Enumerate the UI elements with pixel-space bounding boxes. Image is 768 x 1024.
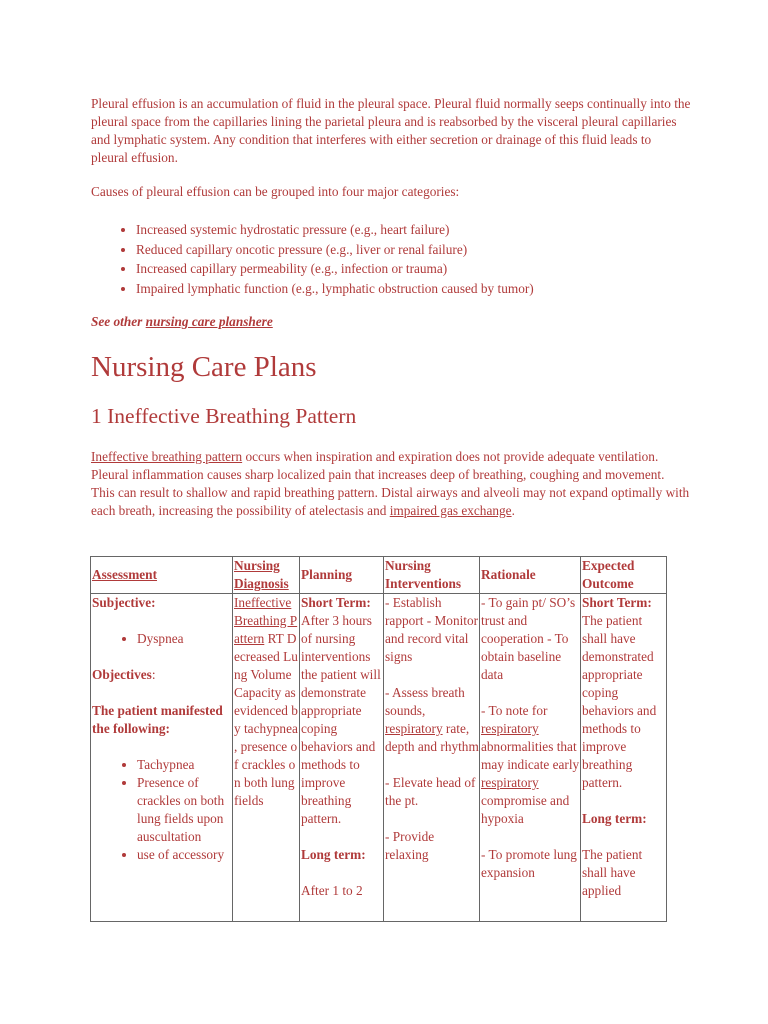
planning-long-label: Long term: xyxy=(301,847,366,862)
objectives-list xyxy=(92,756,232,864)
planning-short-label: Short Term: xyxy=(301,595,371,610)
outcome-long-label: Long term: xyxy=(582,811,647,826)
respiratory-link[interactable]: respiratory xyxy=(481,775,539,790)
assessment-cell xyxy=(91,594,233,922)
intro-paragraph: Pleural effusion is an accumulation of fluid in the pleural space. Pleural fluid normally seeps continually into the pleural space from the capillaries lining the parietal pleura and is reabsorbed by the visceral pleural capillaries and lymphatic system. Any condition that interferes with either secretion or drainage of this fluid leads to pleural effusion. xyxy=(91,96,691,165)
intervention-2: - Assess breath sounds, respiratory rate, depth and rhythm xyxy=(385,685,479,754)
outcome-short-label: Short Term: xyxy=(582,595,652,610)
see-other-line xyxy=(91,314,273,330)
outcome-cell xyxy=(581,594,667,922)
list-item: • Presence of crackles on both lung fields upon auscultation xyxy=(137,774,232,846)
respiratory-link[interactable]: respiratory xyxy=(481,721,539,736)
description-paragraph xyxy=(91,448,691,520)
list-item: • Tachypnea xyxy=(137,756,232,774)
description-text: occurs when inspiration and expiration does not provide adequate ventilation. Pleural inflammation causes sharp localized pain that increases deep of breathing, coughing and movement. This can result to shallow and rapid breathing pattern. Distal airways and alveoli may not expand optimally with each breath, increasing the possibility of atelectasis and xyxy=(91,449,690,518)
causes-intro: Causes of pleural effusion can be grouped into four major categories: xyxy=(91,184,460,199)
causes-list xyxy=(91,220,756,298)
subjective-list xyxy=(92,630,232,648)
ineffective-breathing-link[interactable]: Ineffective breathing pattern xyxy=(91,449,243,464)
section-heading: 1 Ineffective Breathing Pattern xyxy=(91,404,357,428)
intervention-3: - Elevate head of the pt. xyxy=(385,775,476,808)
header-assessment: Assessment xyxy=(91,557,233,594)
planning-long-text: After 1 to 2 xyxy=(301,883,363,898)
nursing-care-plans-link[interactable]: nursing care planshere xyxy=(145,314,273,329)
planning-cell xyxy=(300,594,384,922)
intervention-1: - Establish rapport - Monitor and record vital signs xyxy=(385,595,479,664)
rationale-2: - To note for respiratory abnormalities that may indicate early respiratory compromise and hypoxia xyxy=(481,703,580,826)
list-item: • Reduced capillary oncotic pressure (e.g., liver or renal failure) xyxy=(136,240,756,260)
list-item: • Increased systemic hydrostatic pressure (e.g., heart failure) xyxy=(136,220,756,240)
subjective-label: Subjective: xyxy=(92,595,156,610)
rationale-cell xyxy=(480,594,581,922)
diagnosis-cell xyxy=(233,594,300,922)
see-other-prefix: See other xyxy=(91,314,146,329)
objectives-label: Objectives: xyxy=(92,667,156,682)
table-row xyxy=(91,594,667,922)
header-outcome: Expected Outcome xyxy=(581,557,667,594)
header-rationale: Rationale xyxy=(480,557,581,594)
description-end: . xyxy=(511,503,515,518)
outcome-short-text: The patient shall have demonstrated appropriate coping behaviors and methods to improve breathing pattern. xyxy=(582,613,657,790)
rationale-3: - To promote lung expansion xyxy=(481,847,577,880)
ineffective-breathing-pattern-link[interactable]: Ineffective Breathing Pattern xyxy=(234,595,298,646)
intervention-4: - Provide relaxing xyxy=(385,829,435,862)
diagnosis-text: RT Decreased Lung Volume Capacity as evidenced by tachypnea , presence of crackles on both lung fields xyxy=(234,631,298,808)
interventions-cell xyxy=(384,594,480,922)
list-item: • Increased capillary permeability (e.g., infection or trauma) xyxy=(136,259,756,279)
nursing-care-plan-table xyxy=(90,556,667,922)
respiratory-link[interactable]: respiratory xyxy=(385,721,443,736)
header-interventions: Nursing Interventions xyxy=(384,557,480,594)
planning-short-text: After 3 hours of nursing interventions the patient will demonstrate appropriate coping behaviors and methods to improve breathing pattern. xyxy=(301,613,381,826)
header-planning: Planning xyxy=(300,557,384,594)
outcome-long-text: The patient shall have applied xyxy=(582,847,643,898)
rationale-1: - To gain pt/ SO’s trust and cooperation - To obtain baseline data xyxy=(481,595,576,682)
manifest-label: The patient manifested the following: xyxy=(92,703,223,736)
table-header-row xyxy=(91,557,667,594)
page-title: Nursing Care Plans xyxy=(91,351,317,383)
list-item: • Impaired lymphatic function (e.g., lymphatic obstruction caused by tumor) xyxy=(136,279,756,299)
list-item: • Dyspnea xyxy=(137,630,232,648)
list-item: • use of accessory xyxy=(137,846,232,864)
header-diagnosis: Nursing Diagnosis xyxy=(233,557,300,594)
impaired-gas-exchange-link[interactable]: impaired gas exchange xyxy=(389,503,512,518)
